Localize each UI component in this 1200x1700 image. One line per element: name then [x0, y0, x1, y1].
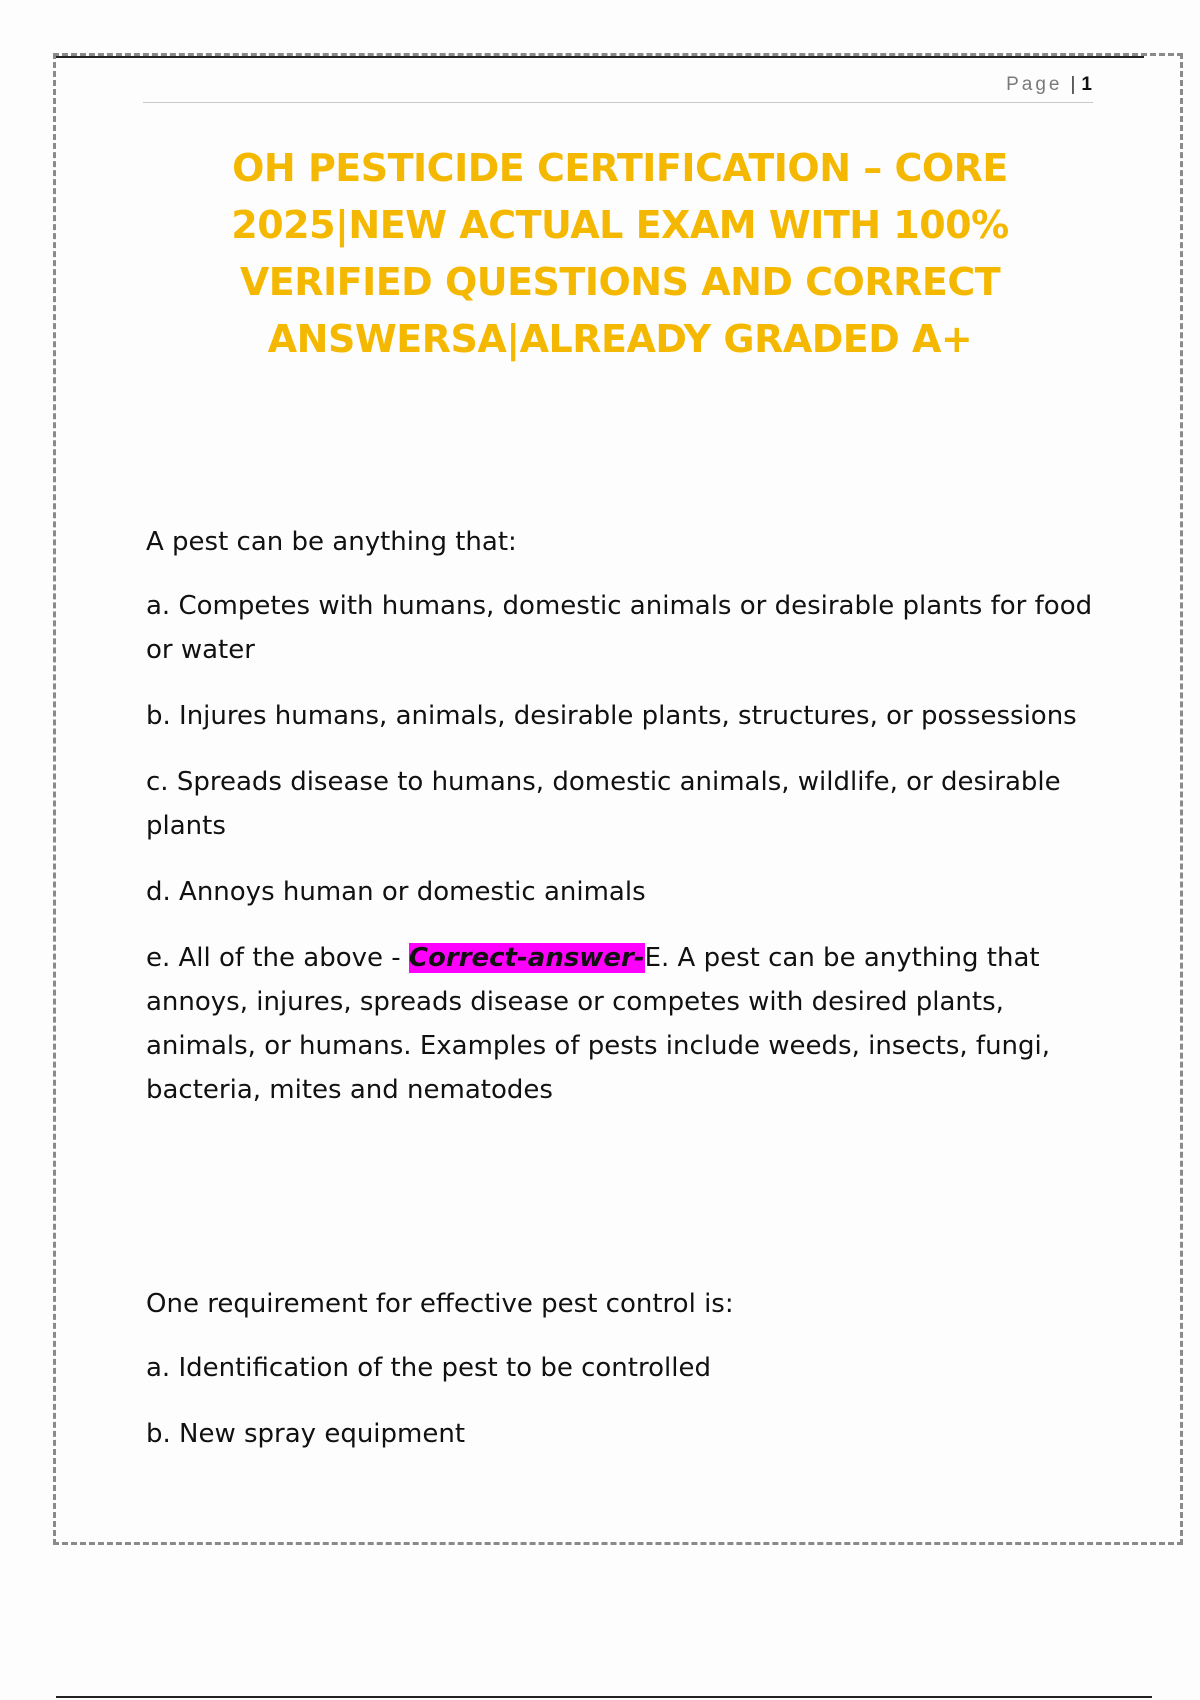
question-stem: One requirement for effective pest control is: [146, 1289, 734, 1319]
document-title: OH PESTICIDE CERTIFICATION – CORE 2025|NEW ACTUAL EXAM WITH 100% VERIFIED QUESTIONS AND CORRECT ANSWERSA|ALREADY GRADED A+ [231, 146, 1009, 361]
question-stem: A pest can be anything that: [146, 527, 517, 557]
correct-answer-explanation: E. A pest can be anything that annoys, injures, spreads disease or competes with desired plants, animals, or humans. Examples of pests include weeds, insects, fungi, bacteria, mites and nematodes [146, 943, 1051, 1105]
answer-option-a: a. Competes with humans, domestic animals or desirable plants for food or water [146, 591, 1093, 665]
page-separator: | [1070, 74, 1076, 95]
answer-option-e [146, 936, 1096, 1112]
page-number-value: 1 [1081, 74, 1092, 95]
page-border-top [56, 56, 1144, 58]
answer-option-b: b. New spray equipment [146, 1419, 466, 1449]
correct-answer-label: Correct-answer- [408, 943, 645, 973]
question-1 [146, 520, 1096, 1112]
question-2 [146, 1282, 1096, 1456]
question-spacer [146, 1134, 1096, 1282]
page-number [1006, 74, 1092, 96]
answer-option-d: d. Annoys human or domestic animals [146, 877, 646, 907]
answer-option-b: b. Injures humans, animals, desirable plants, structures, or possessions [146, 701, 1077, 731]
answer-option-c: c. Spreads disease to humans, domestic animals, wildlife, or desirable plants [146, 767, 1061, 841]
header-divider [143, 102, 1093, 103]
question-list [146, 520, 1096, 1478]
page-label: Page [1006, 74, 1063, 95]
answer-option-e-text: e. All of the above - [146, 943, 409, 973]
answer-option-a: a. Identification of the pest to be controlled [146, 1353, 711, 1383]
footer-divider [56, 1696, 1152, 1698]
